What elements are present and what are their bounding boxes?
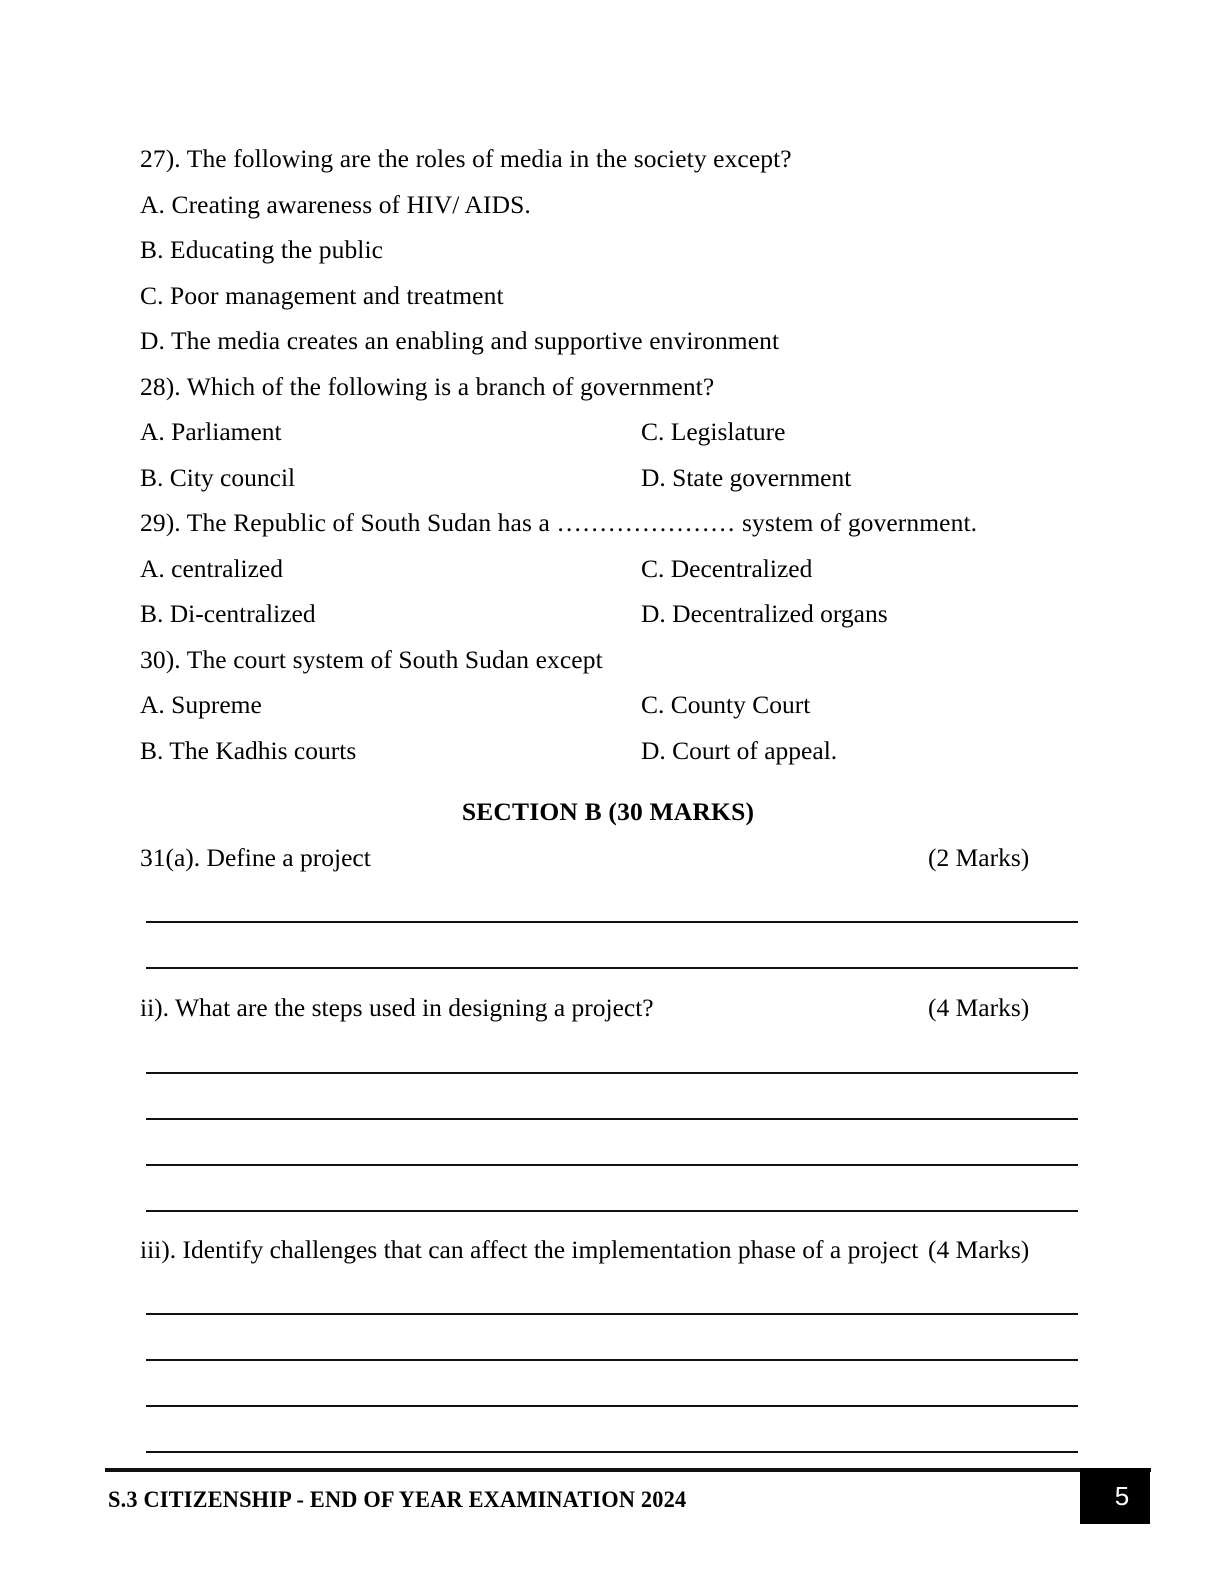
question-31aii [140,985,1084,1031]
question-31aii-answer-area[interactable] [140,1031,1084,1227]
question-31a [140,835,1084,881]
page-number-badge [1080,1468,1150,1524]
question-29-option-b[interactable]: B. Di-centralized [140,599,316,628]
question-30-row-1 [140,682,1084,728]
question-31aii-marks: (4 Marks) [928,993,1030,1022]
question-28-option-d[interactable]: D. State government [641,462,852,492]
question-29-row-2 [140,591,1084,637]
page-number-value: 5 [1114,1481,1130,1511]
question-31aiii [140,1227,1084,1273]
question-30-option-d[interactable]: D. Court of appeal. [641,735,838,765]
answer-line[interactable] [146,1451,1078,1453]
question-27-option-b[interactable]: B. Educating the public [140,235,384,264]
question-28-stem: 28). Which of the following is a branch of government? [140,371,715,401]
question-30-stem: 30). The court system of South Sudan except [140,644,603,674]
question-29-row-1 [140,546,1084,592]
question-31aiii-answer-area[interactable] [140,1272,1084,1468]
question-30-option-b[interactable]: B. The Kadhis courts [140,735,357,765]
footer-exam-title: S.3 CITIZENSHIP - END OF YEAR EXAMINATION 2024 [108,1487,687,1512]
question-28-row-1 [140,409,1084,455]
question-30-row-2 [140,728,1084,774]
answer-line[interactable] [146,1210,1078,1212]
question-29-stem: 29). The Republic of South Sudan has a ………………… system of government. [140,508,978,537]
page-footer [0,1462,1224,1584]
question-28-row-2 [140,455,1084,501]
answer-line[interactable] [146,1313,1078,1315]
answer-line[interactable] [146,1118,1078,1120]
question-31aiii-marks: (4 Marks) [928,1234,1030,1264]
answer-line[interactable] [146,1164,1078,1166]
answer-line[interactable] [146,1359,1078,1361]
question-27-option-d[interactable]: D. The media creates an enabling and supportive environment [140,326,780,355]
question-27-stem: 27). The following are the roles of media in the society except? [140,144,792,173]
question-30-option-a[interactable]: A. Supreme [140,690,262,719]
footer-divider [105,1468,1151,1472]
question-31a-label: 31(a). Define a project [140,842,371,872]
answer-line[interactable] [146,967,1078,969]
section-b-heading: SECTION B (30 MARKS) [461,797,755,826]
question-27-option-c[interactable]: C. Poor management and treatment [140,280,504,310]
question-30-option-c[interactable]: C. County Court [641,690,811,719]
answer-line[interactable] [146,1072,1078,1074]
page-content [140,136,1084,1468]
question-27-option-a[interactable]: A. Creating awareness of HIV/ AIDS. [140,189,531,219]
question-31a-answer-area[interactable] [140,880,1084,985]
answer-line[interactable] [146,921,1078,923]
question-31aiii-label: iii). Identify challenges that can affect the implementation phase of a project [140,1234,919,1264]
question-29-option-d[interactable]: D. Decentralized organs [641,599,888,628]
answer-line[interactable] [146,1405,1078,1407]
question-28-option-b[interactable]: B. City council [140,462,296,492]
question-28-option-c[interactable]: C. Legislature [641,417,786,446]
spacer-before-section-b [140,773,1084,789]
question-31aii-label: ii). What are the steps used in designing a project? [140,993,654,1022]
question-28-option-a[interactable]: A. Parliament [140,417,282,446]
question-31a-marks: (2 Marks) [928,842,1030,872]
question-29-option-a[interactable]: A. centralized [140,553,284,583]
question-29-option-c[interactable]: C. Decentralized [641,553,813,583]
